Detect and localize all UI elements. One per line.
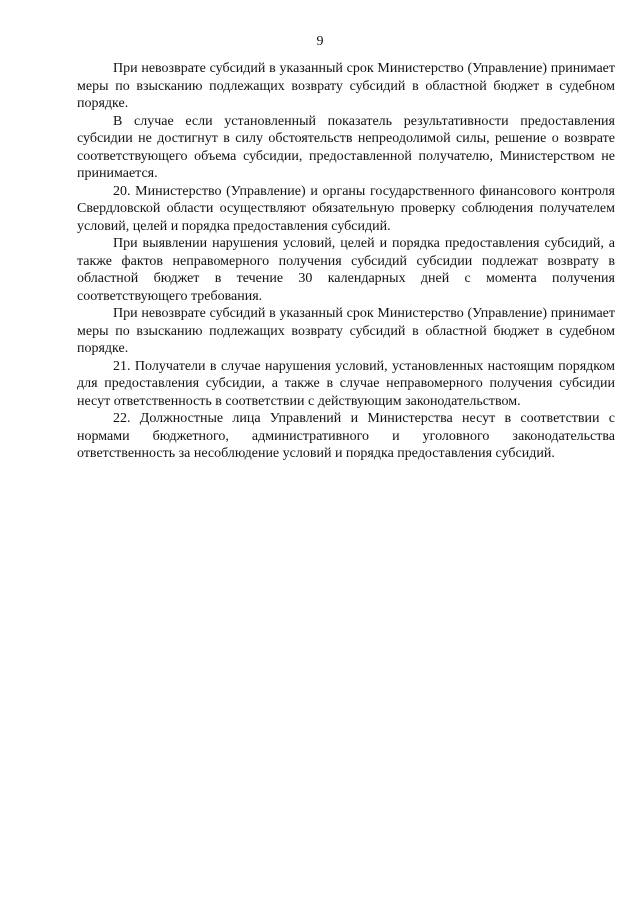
- page-number: 9: [316, 34, 324, 49]
- paragraph-refund-enforcement: При невозврате субсидий в указанный срок Министерство (Управление) принимает меры по взысканию подлежащих возврату субсидий в областной бюджет в судебном порядке.: [77, 61, 615, 111]
- paragraph-violation-refund: При выявлении нарушения условий, целей и порядка предоставления субсидий, а также фактов неправомерного получения субсидий субсидии подлежат возврату в областной бюджет в течение 30 календарных дней с момента получения соответствующего требования.: [77, 236, 615, 304]
- document-body: [77, 60, 615, 463]
- paragraph-force-majeure: В случае если установленный показатель результативности предоставления субсидии не достигнут в силу обстоятельств непреодолимой силы, решение о возврате соответствующего объема субсидии, предоставленной получателю, Министерством не принимается.: [77, 113, 615, 181]
- paragraph-21-recipient-liability: 21. Получатели в случае нарушения условий, установленных настоящим порядком для предоставления субсидии, а также в случае неправомерного получения субсидии несут ответственность в соответствии с действующим законодательством.: [77, 358, 615, 409]
- paragraph-22-officials-liability: 22. Должностные лица Управлений и Министерства несут в соответствии с нормами бюджетного, административного и уголовного законодательства ответственность за несоблюдение условий и порядка предоставления субсидий.: [77, 411, 615, 461]
- paragraph-20-inspection: 20. Министерство (Управление) и органы государственного финансового контроля Свердловской области осуществляют обязательную проверку соблюдения получателем условий, целей и порядка предоставления субсидий.: [77, 183, 615, 234]
- paragraph-refund-enforcement-2: При невозврате субсидий в указанный срок Министерство (Управление) принимает меры по взысканию подлежащих возврату субсидий в областной бюджет в судебном порядке.: [77, 306, 615, 356]
